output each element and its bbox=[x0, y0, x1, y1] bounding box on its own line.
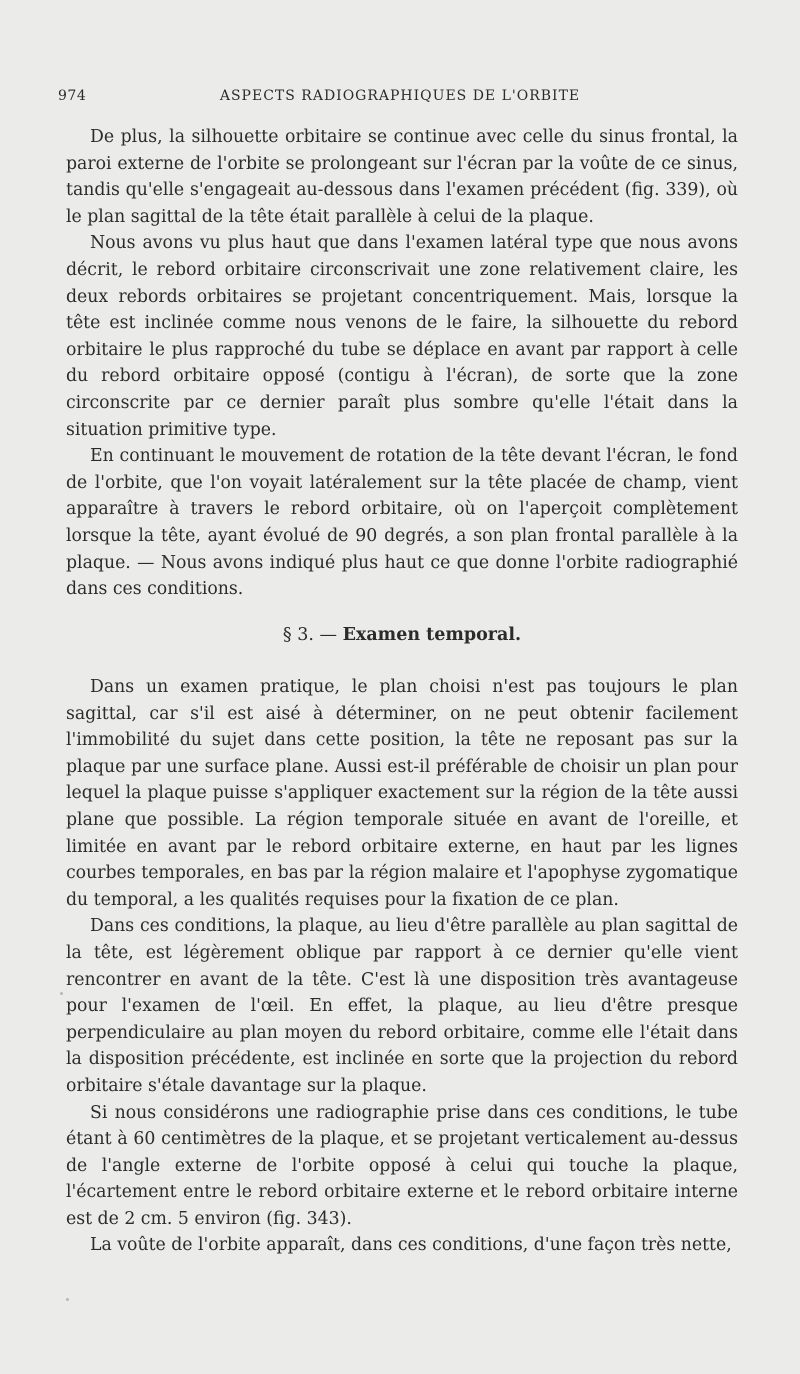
body-text-before-section bbox=[66, 124, 738, 603]
paragraph: En continuant le mouvement de rotation de la tête devant l'écran, le fond de l'orbite, que l'on voyait latéralement sur la tête placée de champ, vient apparaître à travers le rebord orbitaire, où on l'aperçoit complètement lorsque la tête, ayant évolué de 90 degrés, a son plan frontal parallèle à la plaque. — Nous avons indiqué plus haut ce que donne l'orbite radiographié dans ces conditions. bbox=[66, 446, 738, 600]
paragraph: Dans ces conditions, la plaque, au lieu d'être parallèle au plan sagittal de la tête, est légèrement oblique par rapport à ce dernier qu'elle vient rencontrer en avant de la tête. C'est là une disposition très avantageuse pour l'examen de l'œil. En effet, la plaque, au lieu d'être presque perpendiculaire au plan moyen du rebord orbitaire, comme elle l'était dans la disposition précédente, est inclinée en sorte que la projection du rebord orbitaire s'étale davantage sur la plaque. bbox=[66, 916, 738, 1096]
running-head bbox=[58, 88, 742, 110]
page-number: 974 bbox=[58, 88, 87, 104]
paragraph: De plus, la silhouette orbitaire se continue avec celle du sinus frontal, la paroi externe de l'orbite se prolongeant sur l'écran par la voûte de ce sinus, tandis qu'elle s'engageait au-dessous dans l'examen précédent (fig. 339), où le plan sagittal de la tête était parallèle à celui de la plaque. bbox=[66, 127, 738, 227]
paragraph: Nous avons vu plus haut que dans l'examen latéral type que nous avons décrit, le rebord orbitaire circonscrivait une zone relativement claire, les deux rebords orbitaires se projetant concentriquement. Mais, lorsque la tête est inclinée comme nous venons de le faire, la silhouette du rebord orbitaire le plus rapproché du tube se déplace en avant par rapport à celle du rebord orbitaire opposé (contigu à l'écran), de sorte que la zone circonscrite par ce dernier paraît plus sombre qu'elle l'était dans la situation primitive type. bbox=[66, 233, 738, 440]
paragraph: La voûte de l'orbite apparaît, dans ces conditions, d'une façon très nette, bbox=[90, 1235, 732, 1256]
paper-speck bbox=[60, 992, 63, 995]
paragraph: Dans un examen pratique, le plan choisi n'est pas toujours le plan sagittal, car s'il est aisé à déterminer, on ne peut obtenir facilement l'immobilité du sujet dans cette position, la tête ne reposant pas sur la plaque par une surface plane. Aussi est-il préférable de choisir un plan pour lequel la plaque puisse s'appliquer exactement sur la région de la tête aussi plane que possible. La région temporale située en avant de l'oreille, et limitée en avant par le rebord orbitaire externe, en haut par les lignes courbes temporales, en bas par la région malaire et l'apophyse zygomatique du temporal, a les qualités requises pour la fixation de ce plan. bbox=[66, 677, 738, 910]
body-text-after-section bbox=[66, 674, 738, 1259]
section-title: Examen temporal. bbox=[342, 625, 522, 645]
paper-speck bbox=[66, 1298, 69, 1301]
running-title: ASPECTS RADIOGRAPHIQUES DE L'ORBITE bbox=[219, 88, 581, 104]
paragraph: Si nous considérons une radiographie prise dans ces conditions, le tube étant à 60 centimètres de la plaque, et se projetant verticalement au-dessus de l'angle externe de l'orbite opposé à celui qui touche la plaque, l'écartement entre le rebord orbitaire externe et le rebord orbitaire interne est de 2 cm. 5 environ (fig. 343). bbox=[66, 1102, 738, 1229]
section-number: § 3. — bbox=[282, 625, 337, 645]
section-heading bbox=[66, 622, 738, 648]
